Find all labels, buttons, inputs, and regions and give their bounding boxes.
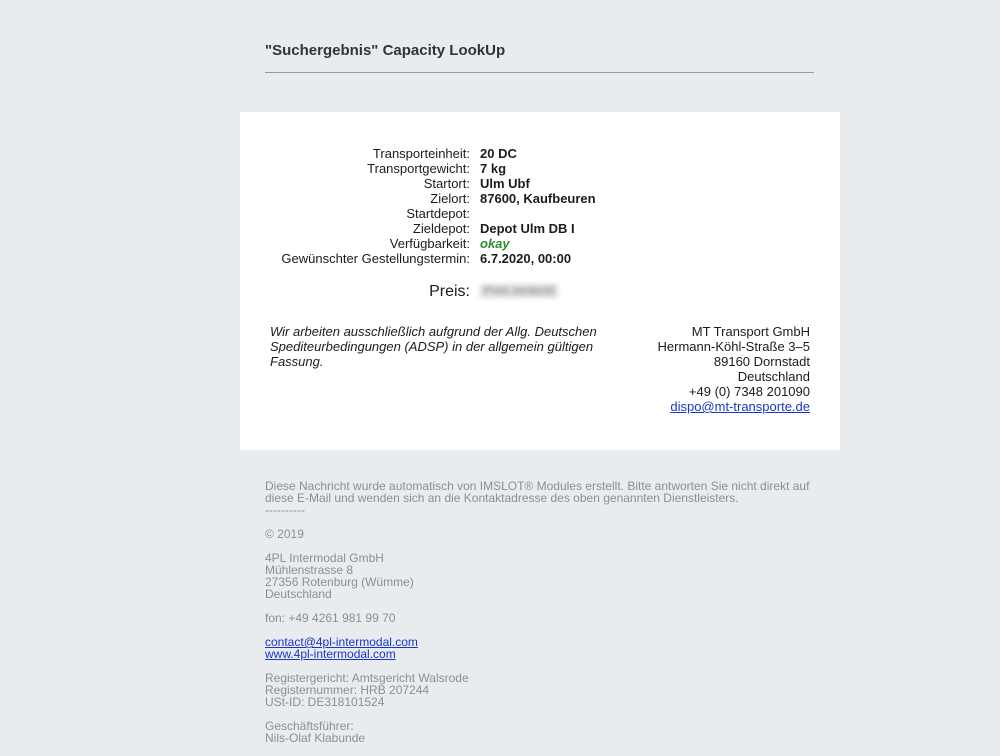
detail-value: Ulm Ubf <box>480 176 530 191</box>
company-address <box>570 324 810 414</box>
company-phone: +49 (0) 7348 201090 <box>688 384 810 399</box>
org-name: 4PL Intermodal GmbH <box>265 551 384 565</box>
company-email-link[interactable]: dispo@mt-transporte.de <box>670 399 810 414</box>
detail-value: Depot Ulm DB I <box>480 221 575 236</box>
org-street: Mühlenstrasse 8 <box>265 563 354 577</box>
result-card <box>240 112 840 450</box>
email-header <box>265 40 814 73</box>
org-city: 27356 Rotenburg (Wümme) <box>265 575 414 589</box>
company-country: Deutschland <box>737 369 810 384</box>
detail-row-destination-depot <box>240 221 840 236</box>
ceo-name: Nils-Olaf Klabunde <box>265 731 366 745</box>
vat-id: USt-ID: DE318101524 <box>265 695 385 709</box>
register-number: Registernummer: HRB 207244 <box>265 683 430 697</box>
terms-notice: Wir arbeiten ausschließlich aufgrund der Allg. Deutschen Spediteurbedingungen (ADSP) in der allgemein gültigen Fassung. <box>270 324 597 369</box>
price-row <box>240 282 840 302</box>
detail-label: Transportgewicht: <box>367 161 470 176</box>
detail-row-availability <box>240 236 840 251</box>
footer-separator: ---------- <box>265 503 305 517</box>
detail-value: 20 DC <box>480 146 517 161</box>
detail-row-start-depot <box>240 206 840 221</box>
price-value-redacted: Preis verdeckt <box>480 284 558 298</box>
email-footer <box>265 480 825 756</box>
ceo-label: Geschäftsführer: <box>265 719 354 733</box>
detail-row-transport-unit <box>240 146 840 161</box>
transport-details <box>240 146 840 266</box>
org-email-link[interactable]: contact@4pl-intermodal.com <box>265 635 418 649</box>
detail-row-start-location <box>240 176 840 191</box>
detail-label: Gewünschter Gestellungstermin: <box>281 251 470 266</box>
detail-value: 7 kg <box>480 161 507 176</box>
company-name: MT Transport GmbH <box>691 324 810 339</box>
page-title: "Suchergebnis" Capacity LookUp <box>265 42 506 59</box>
detail-label: Transporteinheit: <box>372 146 470 161</box>
detail-label: Verfügbarkeit: <box>389 236 470 251</box>
org-country: Deutschland <box>265 587 332 601</box>
availability-status: okay <box>480 236 510 251</box>
detail-label: Startort: <box>423 176 470 191</box>
detail-value: 87600, Kaufbeuren <box>480 191 596 206</box>
detail-value: 6.7.2020, 00:00 <box>480 251 572 266</box>
copyright: © 2019 <box>265 527 304 541</box>
detail-row-requested-date <box>240 251 840 266</box>
org-phone: fon: +49 4261 981 99 70 <box>265 611 396 625</box>
detail-label: Zieldepot: <box>412 221 470 236</box>
detail-row-destination <box>240 191 840 206</box>
org-website-link[interactable]: www.4pl-intermodal.com <box>265 647 396 661</box>
detail-label: Zielort: <box>430 191 470 206</box>
auto-message-notice: Diese Nachricht wurde automatisch von IMSLOT® Modules erstellt. Bitte antworten Sie nicht direkt auf diese E-Mail und wenden sich an die Kontaktadresse des oben genannten Dienstleisters. <box>265 479 810 505</box>
register-court: Registergericht: Amtsgericht Walsrode <box>265 671 469 685</box>
detail-label: Startdepot: <box>406 206 470 221</box>
price-label: Preis: <box>429 283 470 300</box>
company-street: Hermann-Köhl-Straße 3–5 <box>657 339 810 354</box>
detail-row-weight <box>240 161 840 176</box>
header-divider <box>265 72 814 73</box>
company-city: 89160 Dornstadt <box>713 354 810 369</box>
